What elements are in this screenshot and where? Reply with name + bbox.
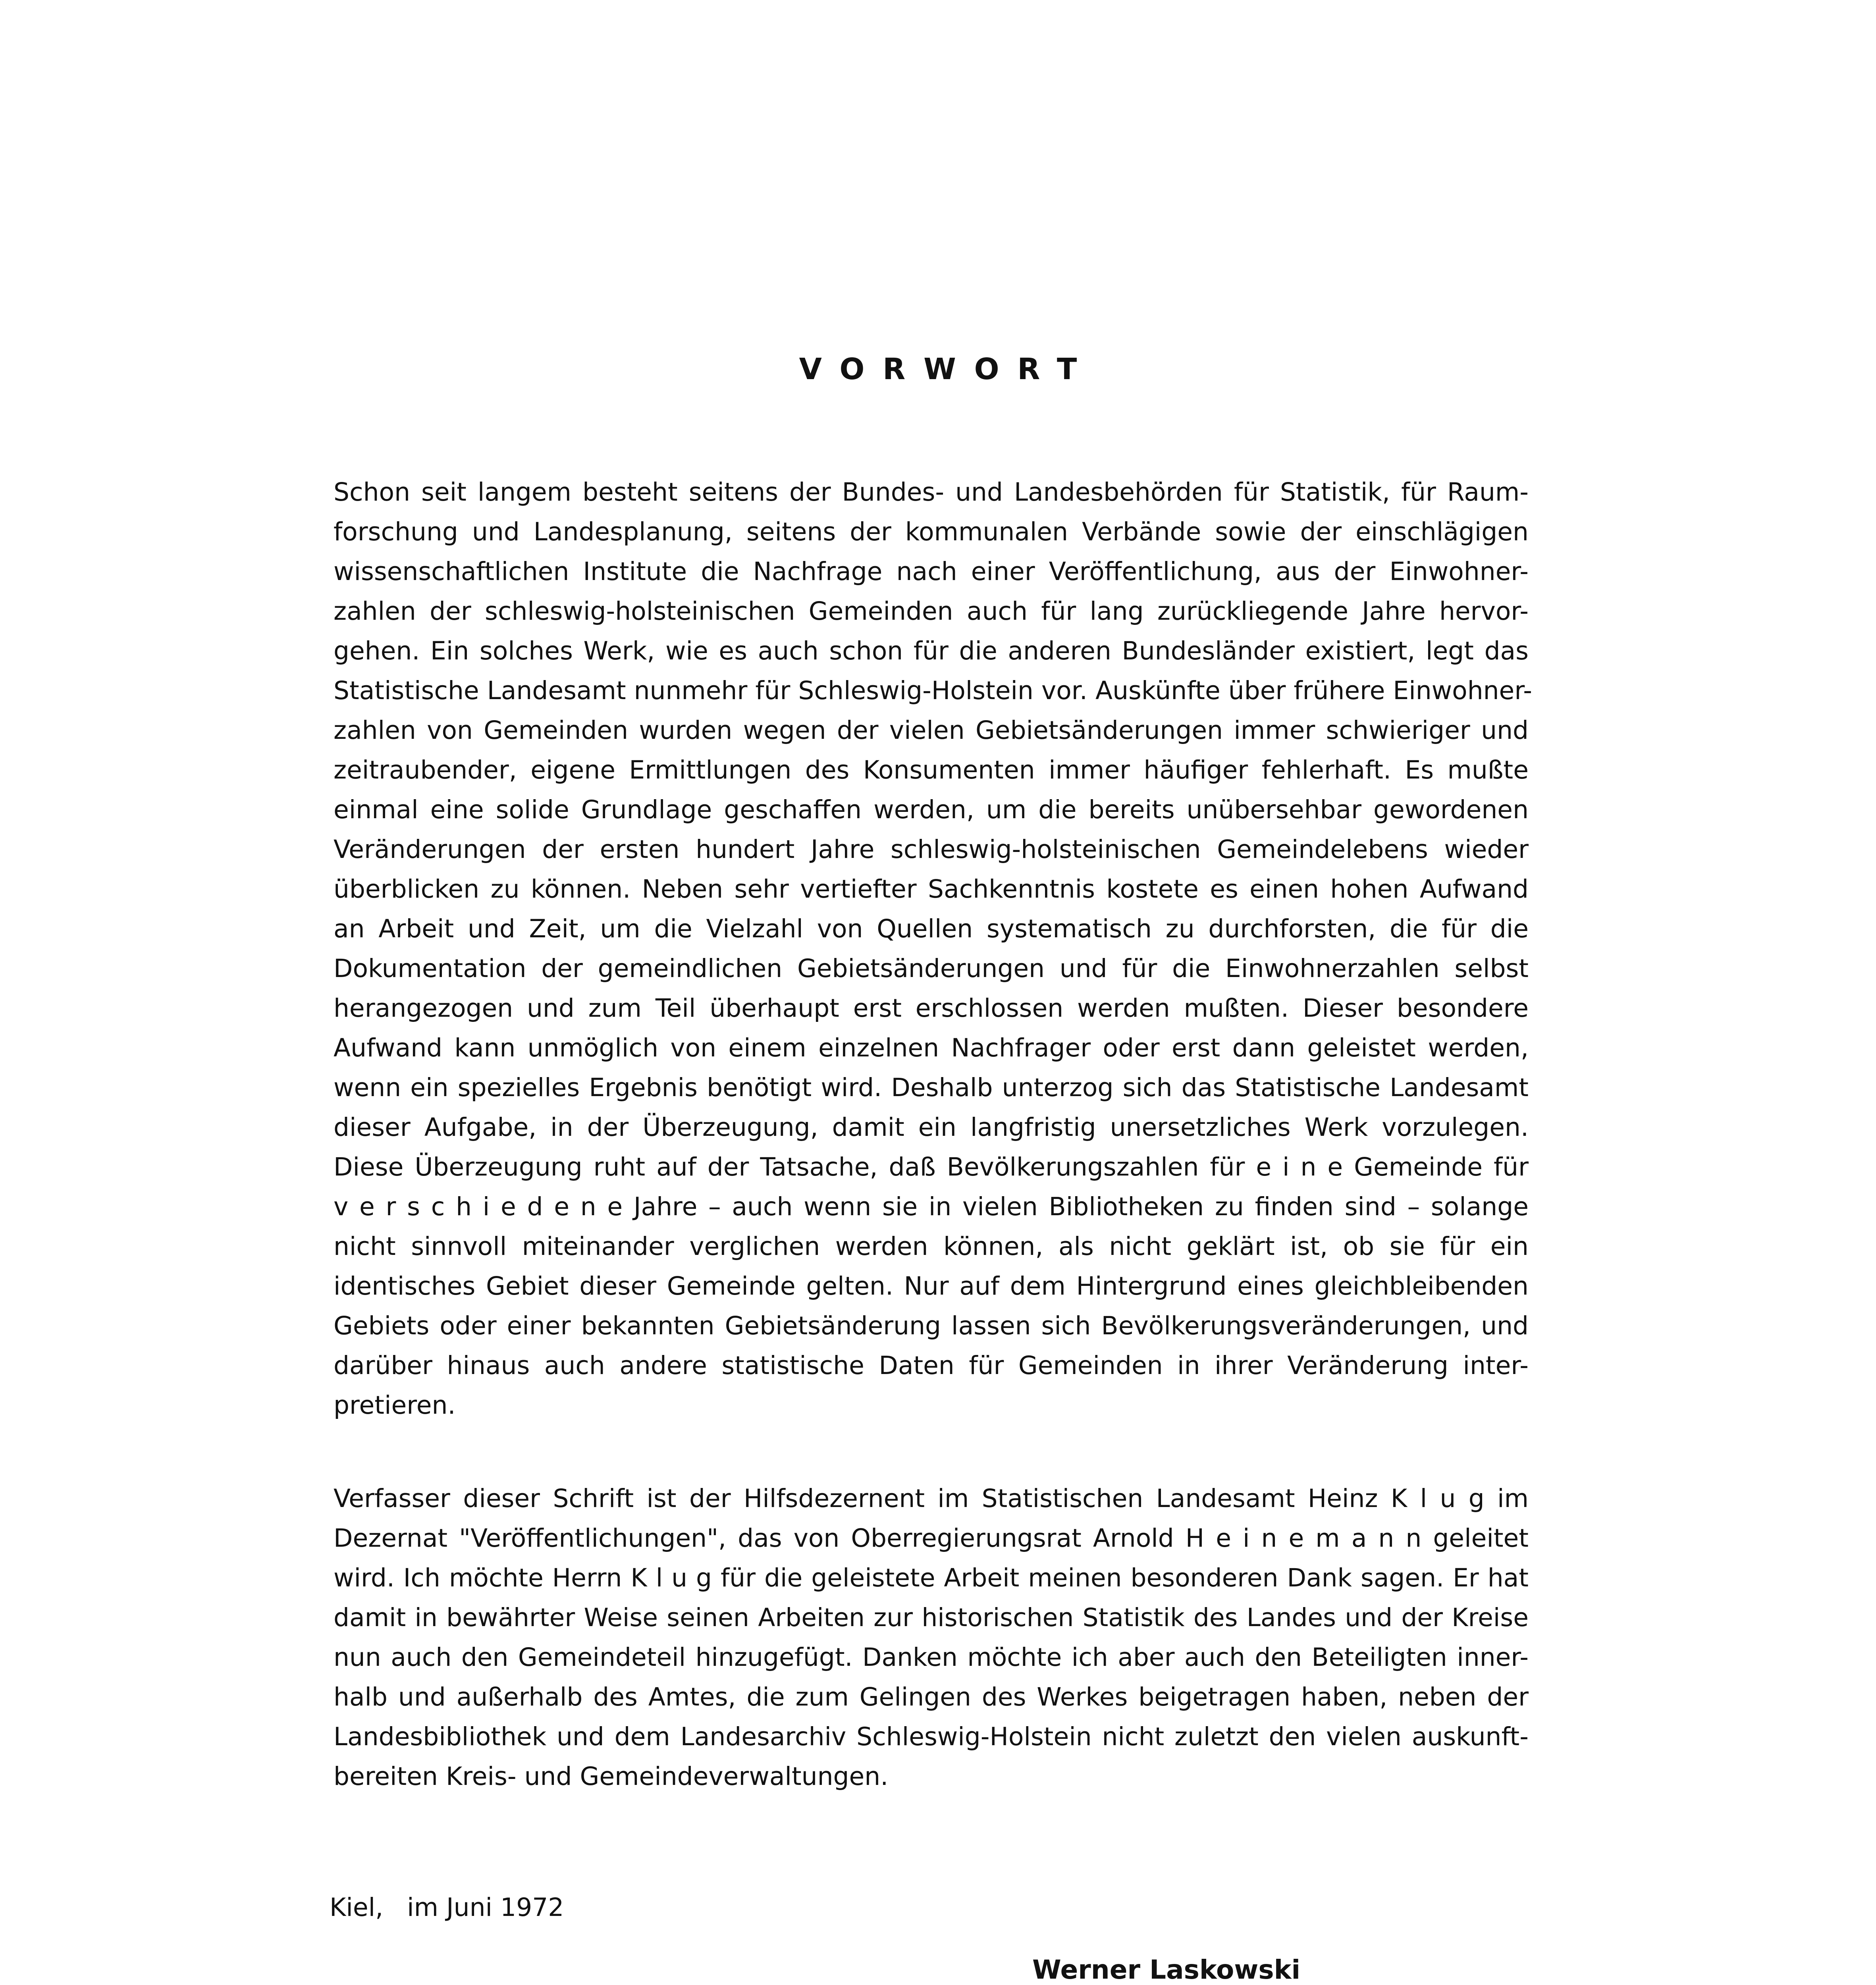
text-line: forschung und Landesplanung, seitens der kommunalen Verbände sowie der einschlägigen — [334, 517, 1529, 546]
text-line: wird. Ich möchte Herrn K l u g für die geleistete Arbeit meinen besonderen Dank sagen. Er hat — [334, 1563, 1529, 1592]
text-line: gehen. Ein solches Werk, wie es auch schon für die anderen Bundesländer existiert, legt das — [334, 636, 1529, 665]
text-line: damit in bewährter Weise seinen Arbeiten zur historischen Statistik des Landes und der Kreise — [334, 1603, 1529, 1632]
text-line: Landesbibliothek und dem Landesarchiv Schleswig-Holstein nicht zuletzt den vielen auskunft- — [334, 1722, 1529, 1751]
text-line: halb und außerhalb des Amtes, die zum Gelingen des Werkes beigetragen haben, neben der — [334, 1682, 1529, 1711]
place-and-date: Kiel, im Juni 1972 — [330, 1893, 564, 1922]
text-line: Dezernat "Veröffentlichungen", das von Oberregierungsrat Arnold H e i n e m a n n geleitet — [334, 1524, 1529, 1553]
text-line: Aufwand kann unmöglich von einem einzelnen Nachfrager oder erst dann geleistet werden, — [334, 1033, 1529, 1062]
text-line: wissenschaftlichen Institute die Nachfrage nach einer Veröffentlichung, aus der Einwohner- — [334, 557, 1529, 586]
text-line: Diese Überzeugung ruht auf der Tatsache, daß Bevölkerungszahlen für e i n e Gemeinde für — [334, 1152, 1529, 1181]
text-line: identisches Gebiet dieser Gemeinde gelten. Nur auf dem Hintergrund eines gleichbleibenden — [334, 1272, 1529, 1301]
text-line: dieser Aufgabe, in der Überzeugung, damit ein langfristig unersetzliches Werk vorzulegen. — [334, 1113, 1529, 1142]
text-line: v e r s c h i e d e n e Jahre – auch wenn sie in vielen Bibliotheken zu finden sind – solange — [334, 1192, 1529, 1221]
text-line: bereiten Kreis- und Gemeindeverwaltungen. — [334, 1762, 889, 1791]
text-line: nun auch den Gemeindeteil hinzugefügt. Danken möchte ich aber auch den Beteiligten inner- — [334, 1643, 1529, 1672]
text-line: pretieren. — [334, 1391, 456, 1420]
text-line: wenn ein spezielles Ergebnis benötigt wird. Deshalb unterzog sich das Statistische Landesamt — [334, 1073, 1529, 1102]
text-line: nicht sinnvoll miteinander verglichen werden können, als nicht geklärt ist, ob sie für ein — [334, 1232, 1529, 1261]
text-line: Statistische Landesamt nunmehr für Schleswig-Holstein vor. Auskünfte über frühere Einwohner- — [334, 676, 1532, 705]
signature-name: Werner Laskowski — [1032, 1954, 1301, 1985]
text-line: einmal eine solide Grundlage geschaffen werden, um die bereits unübersehbar gewordenen — [334, 795, 1529, 824]
text-line: zeitraubender, eigene Ermittlungen des Konsumenten immer häufiger fehlerhaft. Es mußte — [334, 755, 1529, 784]
text-line: herangezogen und zum Teil überhaupt erst erschlossen werden mußten. Dieser besondere — [334, 994, 1529, 1023]
text-line: zahlen von Gemeinden wurden wegen der vielen Gebietsänderungen immer schwieriger und — [334, 716, 1529, 745]
text-line: Verfasser dieser Schrift ist der Hilfsdezernent im Statistischen Landesamt Heinz K l u g im — [334, 1484, 1529, 1513]
text-line: Schon seit langem besteht seitens der Bundes- und Landesbehörden für Statistik, für Raum- — [334, 478, 1529, 507]
page-title: VORWORT — [799, 352, 1095, 386]
text-line: Veränderungen der ersten hundert Jahre schleswig-holsteinischen Gemeindelebens wieder — [334, 835, 1529, 864]
text-line: an Arbeit und Zeit, um die Vielzahl von Quellen systematisch zu durchforsten, die für die — [334, 914, 1529, 943]
text-line: Gebiets oder einer bekannten Gebietsänderung lassen sich Bevölkerungsveränderungen, und — [334, 1311, 1529, 1340]
text-line: darüber hinaus auch andere statistische Daten für Gemeinden in ihrer Veränderung inter- — [334, 1351, 1529, 1380]
text-line: zahlen der schleswig-holsteinischen Gemeinden auch für lang zurückliegende Jahre hervor- — [334, 597, 1529, 626]
text-line: Dokumentation der gemeindlichen Gebietsänderungen und für die Einwohnerzahlen selbst — [334, 954, 1529, 983]
text-line: überblicken zu können. Neben sehr vertiefter Sachkenntnis kostete es einen hohen Aufwand — [334, 875, 1529, 904]
